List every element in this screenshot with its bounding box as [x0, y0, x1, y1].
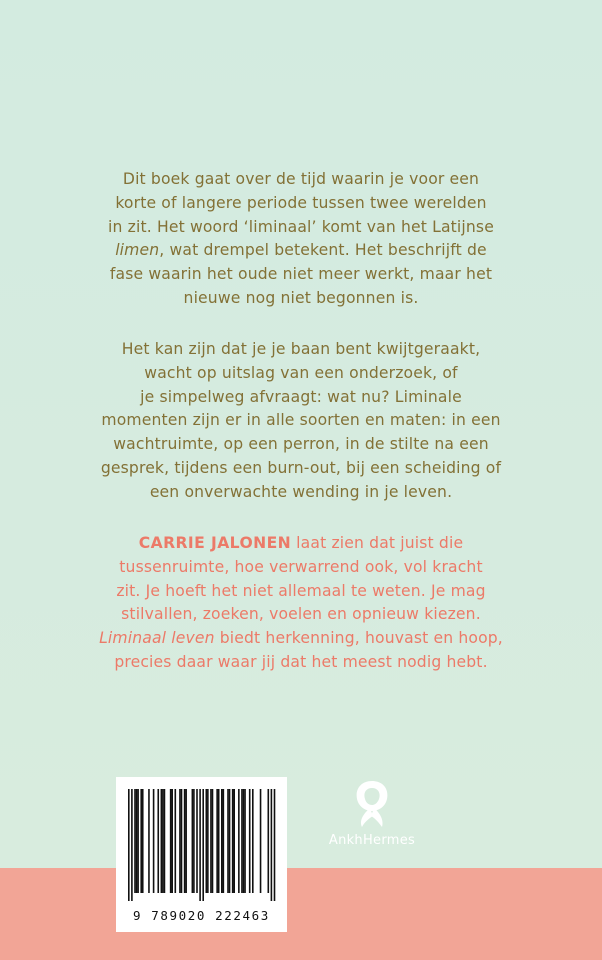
- book-title: Liminaal leven: [99, 629, 215, 648]
- publisher-logo: [322, 778, 422, 854]
- barcode-bar: [196, 789, 198, 893]
- blurb-line: je simpelweg afvraagt: wat nu? Liminale: [140, 387, 462, 406]
- blurb-line: nieuwe nog niet begonnen is.: [183, 288, 419, 307]
- latin-word: limen: [115, 241, 160, 260]
- barcode-bar: [162, 789, 164, 893]
- barcode-bar: [223, 789, 225, 893]
- barcode-bar: [249, 789, 251, 893]
- barcode-bar: [260, 789, 262, 893]
- blurb-line: korte of langere periode tussen twee werelden: [115, 193, 487, 212]
- barcode-bars: [116, 777, 287, 909]
- barcode-bar: [184, 789, 186, 893]
- blurb-paragraph-3: [0, 532, 602, 675]
- blurb-line: in zit. Het woord ‘liminaal’ komt van het Latijnse: [108, 217, 494, 236]
- barcode-bar: [171, 789, 173, 893]
- barcode-bar: [164, 789, 166, 893]
- barcode-bar: [271, 789, 273, 901]
- blurb-line: een onverwachte wending in je leven.: [149, 482, 453, 501]
- blurb-line: [0, 627, 602, 651]
- blurb-line-rest: biedt herkenning, houvast en hoop,: [214, 629, 503, 648]
- barcode-bar: [161, 789, 163, 893]
- blurb-line-rest: laat zien dat juist die: [291, 534, 464, 552]
- barcode-bar: [252, 789, 254, 893]
- barcode-bar: [157, 789, 159, 893]
- ankhhermes-logo-icon: [349, 778, 395, 830]
- barcode-bar: [179, 789, 181, 893]
- barcode-bar: [170, 789, 172, 893]
- barcode-bar: [268, 789, 270, 893]
- barcode-bar: [238, 789, 240, 893]
- blurb-line: momenten zijn er in alle soorten en maten: in een: [101, 411, 501, 430]
- barcode-bar: [207, 789, 209, 893]
- bottom-color-band: [0, 868, 602, 960]
- blurb-line: stilvallen, zoeken, voelen en opnieuw kiezen.: [121, 605, 481, 624]
- barcode-bar: [210, 789, 212, 893]
- barcode-bar: [229, 789, 231, 893]
- blurb-line: zit. Je hoeft het niet allemaal te weten. Je mag: [116, 581, 486, 600]
- isbn-number: 9 789020 222463: [133, 908, 270, 923]
- barcode-bar: [244, 789, 246, 893]
- barcode-bar: [142, 789, 144, 893]
- blurb-line: [0, 532, 602, 556]
- blurb-line: precies daar waar jij dat het meest nodig hebt.: [114, 652, 488, 671]
- blurb-line-rest: , wat drempel betekent. Het beschrijft de: [159, 241, 487, 260]
- barcode-bar: [212, 789, 214, 893]
- blurb-line: fase waarin het oude niet meer werkt, maar het: [109, 265, 493, 284]
- barcode-bar: [137, 789, 139, 893]
- barcode-bar: [181, 789, 183, 893]
- barcode-bar: [216, 789, 218, 893]
- blurb-line: tussenruimte, hoe verwarrend ook, vol kracht: [119, 557, 483, 576]
- blurb-line: gesprek, tijdens een burn-out, bij een scheiding of: [100, 458, 502, 477]
- author-name: CARRIE JALONEN: [138, 534, 292, 552]
- blurb-line: wachtruimte, op een perron, in de stilte na een: [113, 435, 489, 454]
- barcode-bar: [227, 789, 229, 893]
- barcode-bar: [241, 789, 243, 893]
- barcode-bar: [148, 789, 150, 893]
- barcode-bar: [131, 789, 133, 901]
- publisher-name: AnkhHermes: [328, 833, 416, 848]
- barcode-bar: [233, 789, 235, 893]
- barcode-bar: [192, 789, 194, 893]
- blurb-line: [0, 239, 602, 263]
- blurb-line: wacht op uitslag van een onderzoek, of: [144, 363, 458, 382]
- isbn-barcode: [116, 777, 287, 932]
- barcode-bar: [193, 789, 195, 893]
- blurb-line: Het kan zijn dat je je baan bent kwijtgeraakt,: [121, 340, 481, 358]
- barcode-bar: [134, 789, 136, 893]
- barcode-bar: [274, 789, 276, 901]
- barcode-bar: [218, 789, 220, 893]
- barcode-bar: [140, 789, 142, 893]
- barcode-bar: [136, 789, 138, 893]
- blurb-paragraph-2: [0, 338, 602, 505]
- barcode-bar: [221, 789, 223, 893]
- barcode-bar: [206, 789, 208, 893]
- barcode-bar: [175, 789, 177, 893]
- barcode-bar: [202, 789, 204, 901]
- barcode-bar: [199, 789, 201, 901]
- barcode-bar: [185, 789, 187, 893]
- barcode-bar: [232, 789, 234, 893]
- blurb-paragraph-1: [0, 168, 602, 311]
- barcode-bar: [153, 789, 155, 893]
- blurb-line: Dit boek gaat over de tijd waarin je voor een: [122, 170, 480, 188]
- barcode-bar: [128, 789, 130, 901]
- barcode-bar: [243, 789, 245, 893]
